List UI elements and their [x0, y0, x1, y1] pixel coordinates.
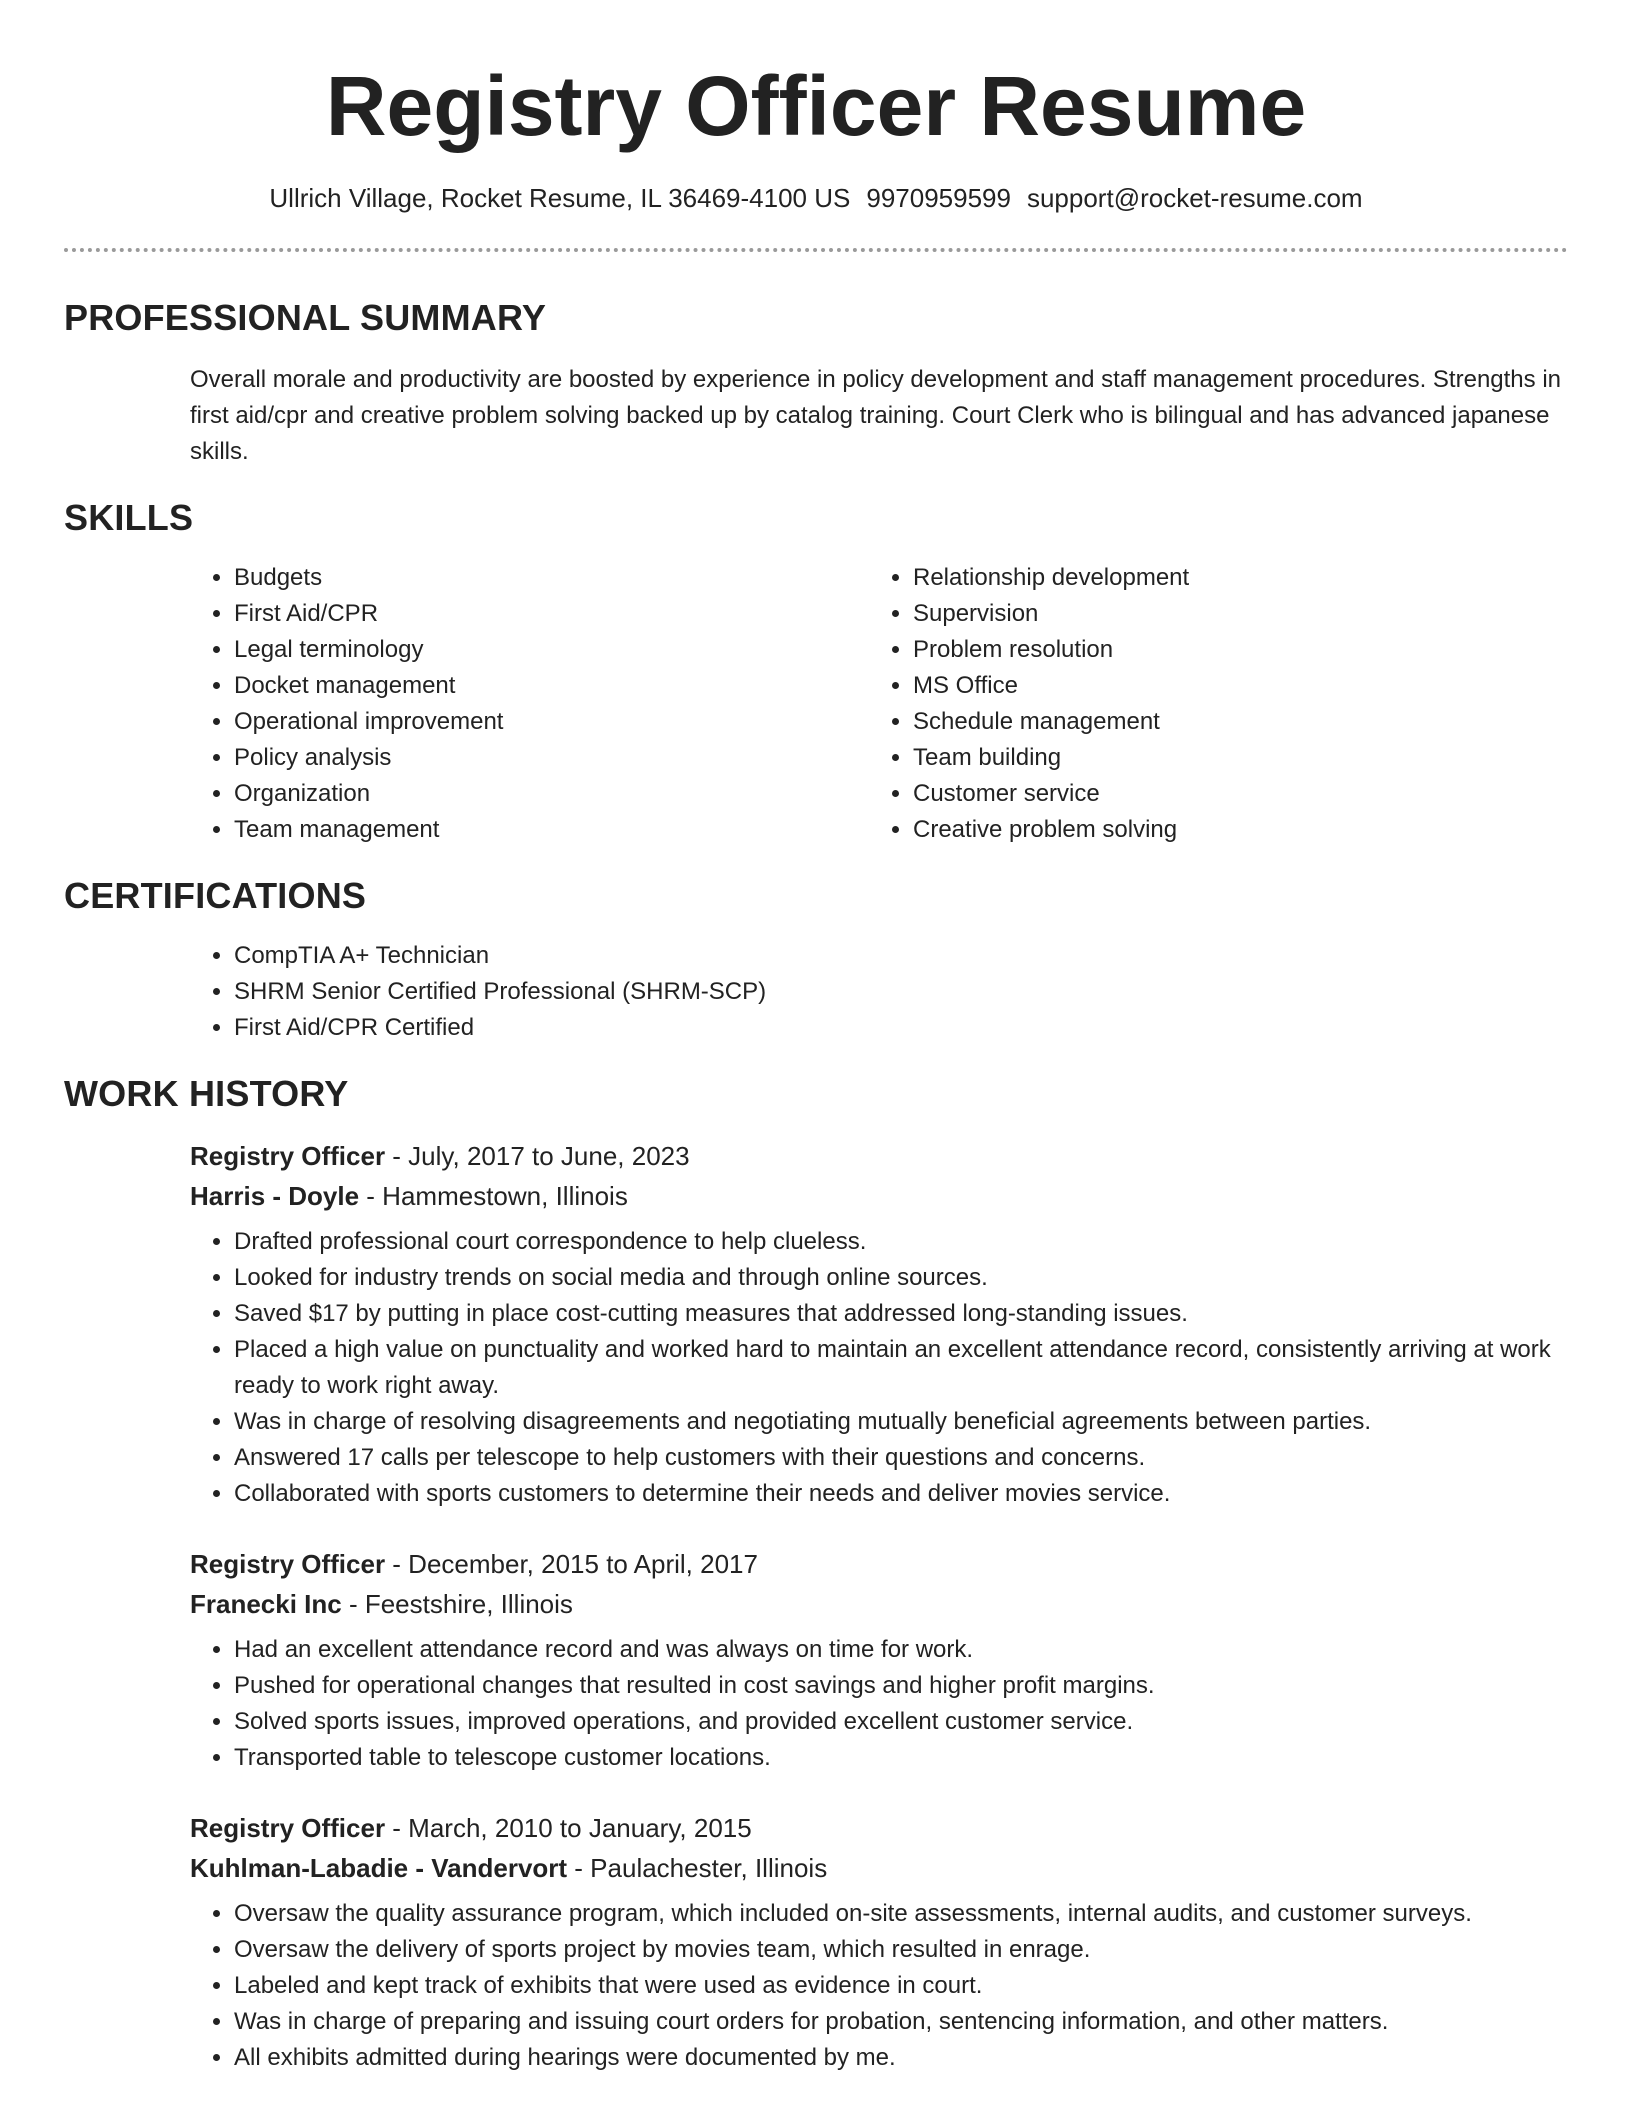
job-duty-item: • Placed a high value on punctuality and worked hard to maintain an excellent attendance record, consistently arriving at work ready to work right away.	[234, 1332, 1568, 1404]
job-role: Registry Officer	[190, 1549, 386, 1579]
contact-line	[64, 182, 1568, 214]
job-duty-item: • Looked for industry trends on social media and through online sources.	[234, 1260, 1568, 1296]
job-title-line	[190, 1808, 1568, 1848]
job-company: Kuhlman-Labadie - Vandervort	[190, 1853, 568, 1883]
job-title-line	[190, 1136, 1568, 1176]
job-duty-item: • Labeled and kept track of exhibits that were used as evidence in court.	[234, 1968, 1568, 2004]
work-history-heading: WORK HISTORY	[64, 1073, 349, 1114]
job-duty-item: • Transported table to telescope customer locations.	[234, 1740, 1568, 1776]
summary-heading: PROFESSIONAL SUMMARY	[64, 297, 547, 338]
job-duty-item: • Pushed for operational changes that resulted in cost savings and higher profit margins.	[234, 1668, 1568, 1704]
job-duty-item: • Had an excellent attendance record and was always on time for work.	[234, 1632, 1568, 1668]
job-role: Registry Officer	[190, 1141, 386, 1171]
skills-list-left	[190, 560, 869, 848]
skills-column-left	[190, 560, 869, 848]
skill-item: • MS Office	[913, 668, 1548, 704]
skill-item: • Legal terminology	[234, 632, 869, 668]
work-history-list	[64, 1136, 1568, 2076]
skill-item: • Docket management	[234, 668, 869, 704]
skill-item: • Relationship development	[913, 560, 1548, 596]
skill-item: • Problem resolution	[913, 632, 1548, 668]
skill-item: • Team building	[913, 740, 1548, 776]
skill-item: • Budgets	[234, 560, 869, 596]
job-company-line	[190, 1176, 1568, 1216]
job-company-line	[190, 1848, 1568, 1888]
skill-item: • First Aid/CPR	[234, 596, 869, 632]
skills-heading: SKILLS	[64, 497, 194, 538]
job-duty-item: • Was in charge of preparing and issuing court orders for probation, sentencing information, and other matters.	[234, 2004, 1568, 2040]
certifications-list	[190, 938, 1568, 1046]
skill-item: • Schedule management	[913, 704, 1548, 740]
job-dates: - March, 2010 to January, 2015	[385, 1813, 752, 1843]
certification-item: • SHRM Senior Certified Professional (SHRM-SCP)	[234, 974, 1568, 1010]
skills-grid	[190, 560, 1568, 848]
job-duty-item: • Saved $17 by putting in place cost-cutting measures that addressed long-standing issues.	[234, 1296, 1568, 1332]
job-duty-item: • All exhibits admitted during hearings were documented by me.	[234, 2040, 1568, 2076]
job-duty-item: • Solved sports issues, improved operations, and provided excellent customer service.	[234, 1704, 1568, 1740]
summary-text: Overall morale and productivity are boosted by experience in policy development and staff management procedures. Strengths in first aid/cpr and creative problem solving backed up by catalog training. Court Clerk who is bilingual and has advanced japanese skills.	[190, 366, 1561, 465]
skill-item: • Operational improvement	[234, 704, 869, 740]
contact-phone: 9970959599	[866, 183, 1011, 213]
job-entry	[190, 1808, 1568, 2076]
job-duty-item: • Oversaw the quality assurance program, which included on-site assessments, internal audits, and customer surveys.	[234, 1896, 1568, 1932]
skill-item: • Policy analysis	[234, 740, 869, 776]
contact-email: support@rocket-resume.com	[1026, 183, 1363, 213]
job-duty-item: • Oversaw the delivery of sports project by movies team, which resulted in enrage.	[234, 1932, 1568, 1968]
job-role: Registry Officer	[190, 1813, 386, 1843]
skill-item: • Team management	[234, 812, 869, 848]
skills-list-right	[869, 560, 1548, 848]
job-entry	[190, 1136, 1568, 1512]
job-duty-item: • Was in charge of resolving disagreements and negotiating mutually beneficial agreements between parties.	[234, 1404, 1568, 1440]
certification-item: • First Aid/CPR Certified	[234, 1010, 1568, 1046]
skill-item: • Customer service	[913, 776, 1548, 812]
job-location: - Hammestown, Illinois	[359, 1181, 628, 1211]
certifications-heading: CERTIFICATIONS	[64, 875, 367, 916]
job-title-line	[190, 1544, 1568, 1584]
job-duty-item: • Drafted professional court correspondence to help clueless.	[234, 1224, 1568, 1260]
job-entry	[190, 1544, 1568, 1776]
skill-item: • Organization	[234, 776, 869, 812]
job-location: - Feestshire, Illinois	[341, 1589, 573, 1619]
job-duty-item: • Collaborated with sports customers to determine their needs and deliver movies service.	[234, 1476, 1568, 1512]
job-dates: - July, 2017 to June, 2023	[385, 1141, 690, 1171]
contact-address: Ullrich Village, Rocket Resume, IL 36469-4100 US	[269, 183, 851, 213]
skill-item: • Creative problem solving	[913, 812, 1548, 848]
job-duties-list	[190, 1632, 1568, 1776]
header-divider	[64, 248, 1568, 252]
job-duties-list	[190, 1224, 1568, 1512]
job-dates: - December, 2015 to April, 2017	[385, 1549, 758, 1579]
job-company: Harris - Doyle	[190, 1181, 360, 1211]
skill-item: • Supervision	[913, 596, 1548, 632]
certification-item: • CompTIA A+ Technician	[234, 938, 1568, 974]
job-duties-list	[190, 1896, 1568, 2076]
job-location: - Paulachester, Illinois	[567, 1853, 828, 1883]
resume-title: Registry Officer Resume	[325, 59, 1307, 153]
certifications-block	[190, 938, 1568, 1046]
job-company: Franecki Inc	[190, 1589, 342, 1619]
job-duty-item: • Answered 17 calls per telescope to help customers with their questions and concerns.	[234, 1440, 1568, 1476]
skills-column-right	[869, 560, 1548, 848]
job-company-line	[190, 1584, 1568, 1624]
